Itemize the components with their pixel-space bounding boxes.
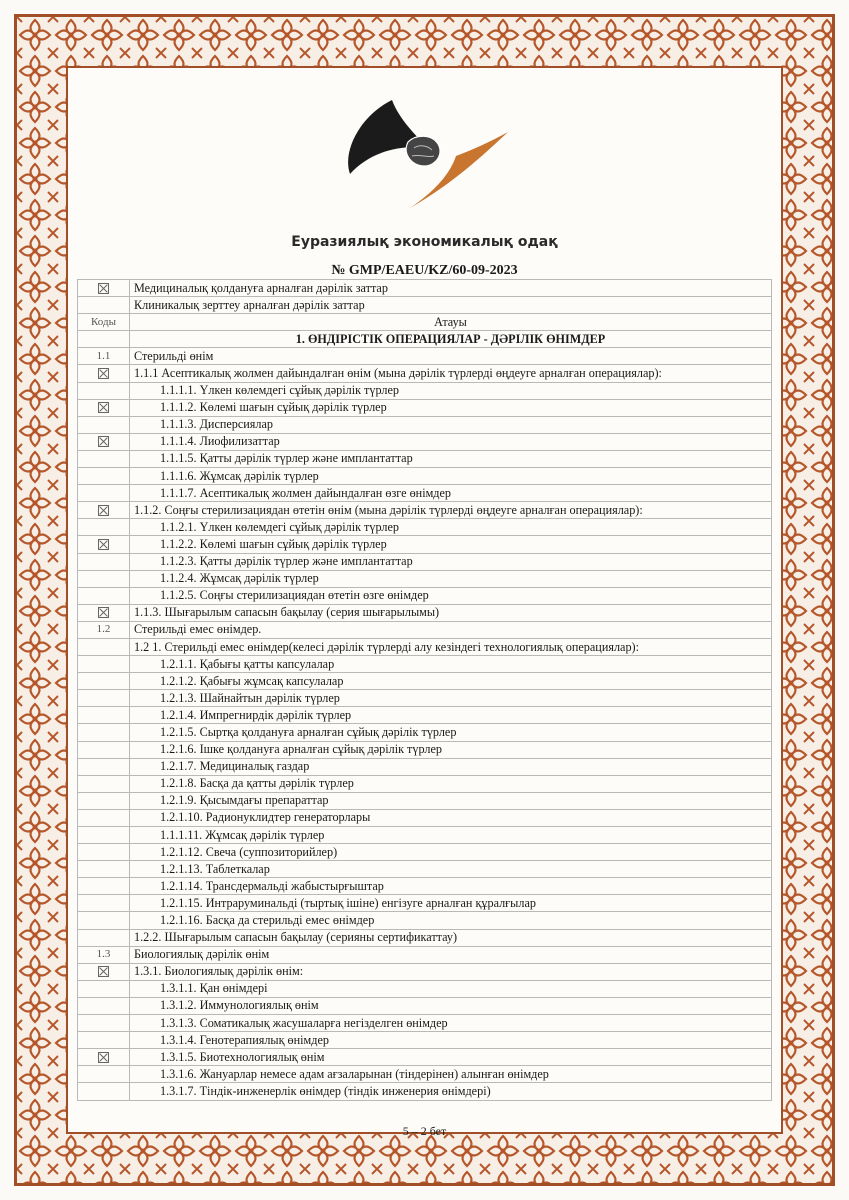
table-row: [78, 280, 772, 297]
row-code-cell: [78, 280, 130, 297]
row-label: 1.2.1.3. Шайнайтын дәрілік түрлер: [130, 690, 772, 707]
table-row: [78, 570, 772, 587]
checked-box-icon: [98, 1052, 109, 1063]
row-code-cell: [78, 1066, 130, 1083]
row-label: 1.1.1.6. Жұмсақ дәрілік түрлер: [130, 468, 772, 485]
table-row: [78, 878, 772, 895]
row-label: 1.3.1.4. Генотерапиялық өнімдер: [130, 1032, 772, 1049]
row-code-cell: [78, 980, 130, 997]
row-code-cell: [78, 775, 130, 792]
page-number: 5 – 2 бет: [402, 1124, 447, 1138]
row-code-cell: [78, 929, 130, 946]
row-label: 1.2.1.2. Қабығы жұмсақ капсулалар: [130, 673, 772, 690]
row-code-cell: [78, 450, 130, 467]
checked-box-icon: [98, 539, 109, 550]
table-row: [78, 621, 772, 638]
table-row: [78, 297, 772, 314]
row-label: 1.2.1.9. Қысымдағы препараттар: [130, 792, 772, 809]
table-row: [78, 638, 772, 655]
table-row: [78, 673, 772, 690]
row-label: 1.2.1.16. Басқа да стерильді емес өнімдер: [130, 912, 772, 929]
eaeu-logo: [340, 96, 510, 216]
row-code-cell: [78, 741, 130, 758]
row-code-cell: [78, 878, 130, 895]
row-label: 1.1.1.1. Үлкен көлемдегі сұйық дәрілік түрлер: [130, 382, 772, 399]
row-code-cell: [78, 604, 130, 621]
certificate-number: № GMP/EAEU/KZ/60-09-2023: [331, 263, 518, 278]
table-row: [78, 416, 772, 433]
row-code-cell: [78, 382, 130, 399]
table-row: [78, 895, 772, 912]
row-label: 1.1.1.2. Көлемі шағын сұйық дәрілік түрлер: [130, 399, 772, 416]
checked-box-icon: [98, 966, 109, 977]
row-label: 1.3.1.3. Соматикалық жасушаларға негізделген өнімдер: [130, 1015, 772, 1032]
table-row: [78, 314, 772, 331]
table-row: [78, 1015, 772, 1032]
row-label: 1.3.1.2. Иммунологиялық өнім: [130, 997, 772, 1014]
row-label: 1.2.1.13. Таблеткалар: [130, 861, 772, 878]
table-row: [78, 724, 772, 741]
checked-box-icon: [98, 607, 109, 618]
table-row: [78, 844, 772, 861]
row-code-cell: [78, 468, 130, 485]
table-row: [78, 946, 772, 963]
row-label: 1.2.1.1. Қабығы қатты капсулалар: [130, 656, 772, 673]
row-code-cell: [78, 861, 130, 878]
table-row: [78, 929, 772, 946]
row-code-cell: [78, 792, 130, 809]
table-row: [78, 809, 772, 826]
row-label: 1.3.1.7. Тіндік-инженерлік өнімдер (тіндік инженерия өнімдері): [130, 1083, 772, 1100]
row-code-cell: [78, 809, 130, 826]
row-code-cell: [78, 536, 130, 553]
table-row: [78, 861, 772, 878]
row-label: 1.1.1.4. Лиофилизаттар: [130, 433, 772, 450]
row-label: 1.2 1. Стерильді емес өнімдер(келесі дәрілік түрлерді алу кезіндегі технологиялық операциялар):: [130, 638, 772, 655]
table-row: [78, 792, 772, 809]
table-row: [78, 485, 772, 502]
row-label: 1.2.1.6. Ішке қолдануға арналған сұйық дәрілік түрлер: [130, 741, 772, 758]
row-label: Стерильді өнім: [130, 348, 772, 365]
table-row: [78, 963, 772, 980]
row-label: 1.1.1.11. Жұмсақ дәрілік түрлер: [130, 827, 772, 844]
table-row: [78, 1083, 772, 1100]
table-row: [78, 827, 772, 844]
row-label: 1.1.1 Асептикалық жолмен дайындалған өнім (мына дәрілік түрлерді өңдеуге арналған операциялар):: [130, 365, 772, 382]
table-row: [78, 980, 772, 997]
table-row: [78, 758, 772, 775]
row-code-cell: [78, 724, 130, 741]
row-code-cell: [78, 844, 130, 861]
checked-box-icon: [98, 368, 109, 379]
table-row: [78, 587, 772, 604]
row-label: 1.1.2.3. Қатты дәрілік түрлер және имплантаттар: [130, 553, 772, 570]
table-row: [78, 331, 772, 348]
row-label: 1.1.2.4. Жұмсақ дәрілік түрлер: [130, 570, 772, 587]
checked-box-icon: [98, 505, 109, 516]
table-row: [78, 519, 772, 536]
row-code-cell: [78, 963, 130, 980]
table-row: [78, 450, 772, 467]
table-row: [78, 399, 772, 416]
table-row: [78, 656, 772, 673]
row-code-cell: [78, 502, 130, 519]
row-code-cell: [78, 433, 130, 450]
row-label: 1.1.2.1. Үлкен көлемдегі сұйық дәрілік түрлер: [130, 519, 772, 536]
row-code-cell: [78, 895, 130, 912]
row-code-cell: [78, 519, 130, 536]
table-row: [78, 553, 772, 570]
table-row: [78, 348, 772, 365]
table-row: [78, 707, 772, 724]
row-code-cell: [78, 690, 130, 707]
row-code-cell: Коды: [78, 314, 130, 331]
row-label: Медициналық қолдануға арналған дәрілік заттар: [130, 280, 772, 297]
row-code-cell: [78, 297, 130, 314]
table-row: [78, 1066, 772, 1083]
row-label: 1.1.2.5. Соңғы стерилизациядан өтетін өзге өнімдер: [130, 587, 772, 604]
table-row: [78, 997, 772, 1014]
table-row: [78, 502, 772, 519]
section-heading: 1. ӨНДІРІСТІК ОПЕРАЦИЯЛАР - ДӘРІЛІК ӨНІМДЕР: [130, 331, 772, 348]
row-label: 1.2.1.8. Басқа да қатты дәрілік түрлер: [130, 775, 772, 792]
row-code-cell: 1.1: [78, 348, 130, 365]
row-label: 1.2.1.12. Свеча (суппозиторийлер): [130, 844, 772, 861]
table-row: [78, 468, 772, 485]
table-row: [78, 365, 772, 382]
row-code-cell: [78, 553, 130, 570]
row-label: 1.2.1.4. Импрегнирдік дәрілік түрлер: [130, 707, 772, 724]
checked-box-icon: [98, 402, 109, 413]
table-row: [78, 536, 772, 553]
row-label: Клиникалық зерттеу арналған дәрілік заттар: [130, 297, 772, 314]
row-label: 1.1.1.5. Қатты дәрілік түрлер және имплантаттар: [130, 450, 772, 467]
row-code-cell: [78, 587, 130, 604]
products-table: [77, 279, 772, 1101]
row-code-cell: [78, 1015, 130, 1032]
organization-title: Еуразиялық экономикалық одақ: [291, 234, 558, 250]
row-label: 1.2.1.7. Медициналық газдар: [130, 758, 772, 775]
row-label: 1.1.3. Шығарылым сапасын бақылау (серия шығарылымы): [130, 604, 772, 621]
row-code-cell: [78, 638, 130, 655]
table-row: [78, 741, 772, 758]
table-row: [78, 690, 772, 707]
table-row: [78, 604, 772, 621]
row-code-cell: [78, 331, 130, 348]
table-row: [78, 1049, 772, 1066]
row-label: 1.2.1.10. Радионуклидтер генераторлары: [130, 809, 772, 826]
table-row: [78, 382, 772, 399]
row-code-cell: 1.2: [78, 621, 130, 638]
checked-box-icon: [98, 436, 109, 447]
row-code-cell: [78, 399, 130, 416]
row-code-cell: 1.3: [78, 946, 130, 963]
row-code-cell: [78, 997, 130, 1014]
row-code-cell: [78, 365, 130, 382]
row-code-cell: [78, 673, 130, 690]
table-row: [78, 1032, 772, 1049]
row-code-cell: [78, 1049, 130, 1066]
row-label: 1.3.1.5. Биотехнологиялық өнім: [130, 1049, 772, 1066]
row-code-cell: [78, 656, 130, 673]
row-label: 1.3.1.1. Қан өнімдері: [130, 980, 772, 997]
row-label: 1.1.1.7. Асептикалық жолмен дайындалған өзге өнімдер: [130, 485, 772, 502]
row-code-cell: [78, 1083, 130, 1100]
row-label: Стерильді емес өнімдер.: [130, 621, 772, 638]
row-label: 1.2.1.5. Сыртқа қолдануға арналған сұйық дәрілік түрлер: [130, 724, 772, 741]
table-row: [78, 912, 772, 929]
row-code-cell: [78, 912, 130, 929]
row-code-cell: [78, 570, 130, 587]
table-row: [78, 433, 772, 450]
table-row: [78, 775, 772, 792]
row-code-cell: [78, 707, 130, 724]
row-label: 1.1.2.2. Көлемі шағын сұйық дәрілік түрлер: [130, 536, 772, 553]
row-label: 1.2.1.15. Интраруминальді (тыртық ішіне) енгізуге арналған құралғылар: [130, 895, 772, 912]
row-code-cell: [78, 827, 130, 844]
checked-box-icon: [98, 283, 109, 294]
row-label: 1.3.1.6. Жануарлар немесе адам ағзаларынан (тіндерінен) алынған өнімдер: [130, 1066, 772, 1083]
row-label: Биологиялық дәрілік өнім: [130, 946, 772, 963]
column-header: Атауы: [130, 314, 772, 331]
row-label: 1.1.2. Соңғы стерилизациядан өтетін өнім (мына дәрілік түрлерді өңдеуге арналған операциялар):: [130, 502, 772, 519]
row-code-cell: [78, 1032, 130, 1049]
row-code-cell: [78, 758, 130, 775]
row-code-cell: [78, 416, 130, 433]
row-label: 1.1.1.3. Дисперсиялар: [130, 416, 772, 433]
row-label: 1.3.1. Биологиялық дәрілік өнім:: [130, 963, 772, 980]
row-code-cell: [78, 485, 130, 502]
row-label: 1.2.1.14. Трансдермальді жабыстырғыштар: [130, 878, 772, 895]
row-label: 1.2.2. Шығарылым сапасын бақылау (серияны сертификаттау): [130, 929, 772, 946]
